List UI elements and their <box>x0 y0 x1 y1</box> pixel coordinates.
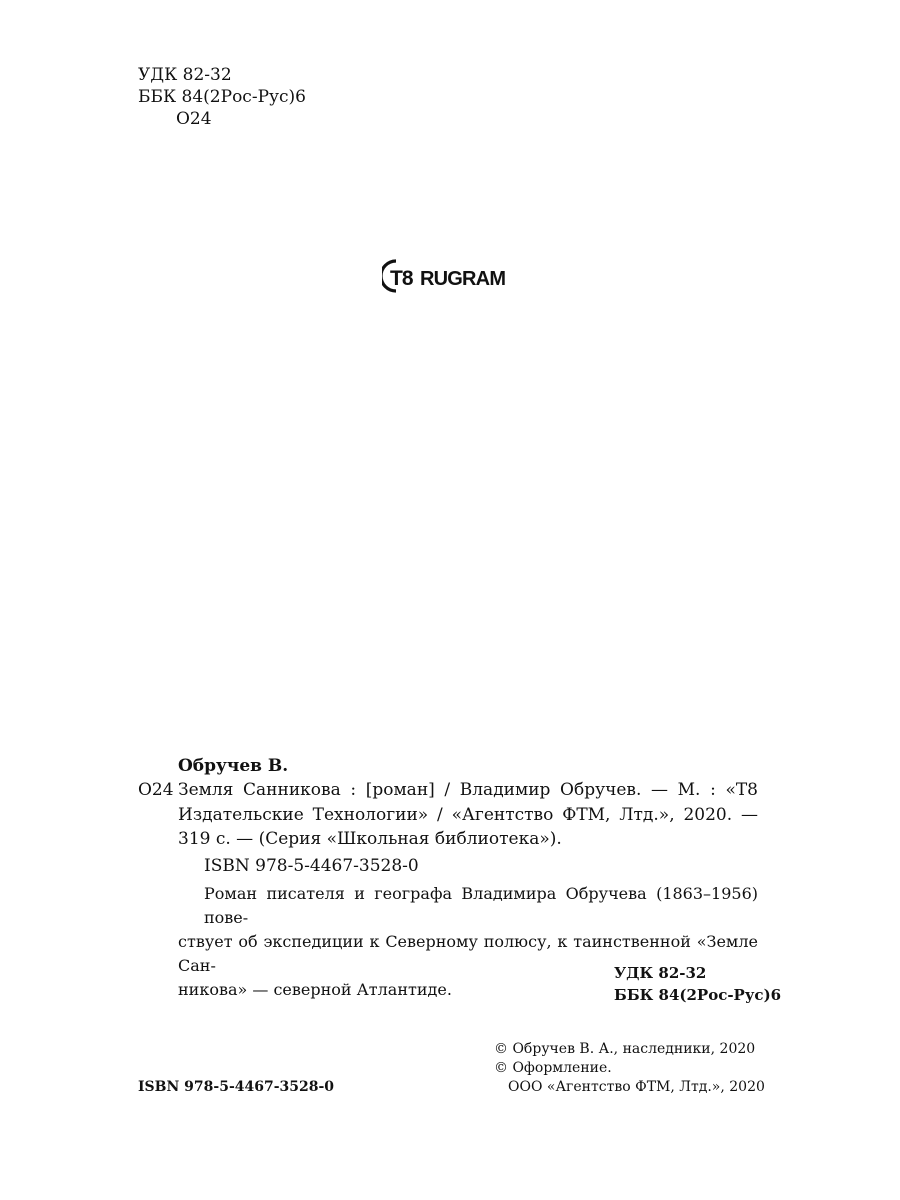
copyright-line-1: © Обручев В. А., наследники, 2020 <box>494 1041 756 1057</box>
svg-text:T8: T8 <box>390 267 413 290</box>
entry-isbn: ISBN 978-5-4467-3528-0 <box>204 856 419 876</box>
udk-code: УДК 82-32 <box>138 65 232 85</box>
footer-bbk-code: ББК 84(2Рос-Рус)6 <box>614 986 782 1004</box>
footer-classification-codes <box>614 962 781 1006</box>
annotation-line-2: ствует об экспедиции к Северному полюсу, к таинственной «Земле Сан- <box>178 932 758 975</box>
entry-line-3: 319 с. — (Серия «Школьная библиотека»). <box>178 829 562 849</box>
copyright-line-3: ООО «Агентство ФТМ, Лтд.», 2020 <box>508 1079 765 1095</box>
annotation-line-3: никова» — северной Атлантиде. <box>178 980 452 999</box>
bbk-code: ББК 84(2Рос-Рус)6 <box>138 87 306 107</box>
entry-line-2: Издательские Технологии» / «Агентство ФТМ, Лтд.», 2020. — <box>178 804 758 825</box>
author-name: Обручев В. <box>178 756 289 776</box>
footer-isbn: ISBN 978-5-4467-3528-0 <box>138 1079 335 1095</box>
copyright-line-2: © Оформление. <box>494 1060 612 1076</box>
catalog-code: О24 <box>138 780 174 800</box>
svg-text:RUGRAM: RUGRAM <box>420 268 506 290</box>
header-classification-codes <box>138 64 306 130</box>
annotation-line-1: Роман писателя и географа Владимира Обручева (1863–1956) пове- <box>204 884 758 927</box>
entry-line-1: Земля Санникова : [роман] / Владимир Обручев. — М. : «Т8 <box>178 780 758 800</box>
footer-udk-code: УДК 82-32 <box>614 964 707 982</box>
copyright-block <box>494 1040 765 1097</box>
bibliographic-entry <box>178 778 758 852</box>
author-mark: О24 <box>176 109 212 129</box>
t8-rugram-logo-icon <box>382 258 517 294</box>
